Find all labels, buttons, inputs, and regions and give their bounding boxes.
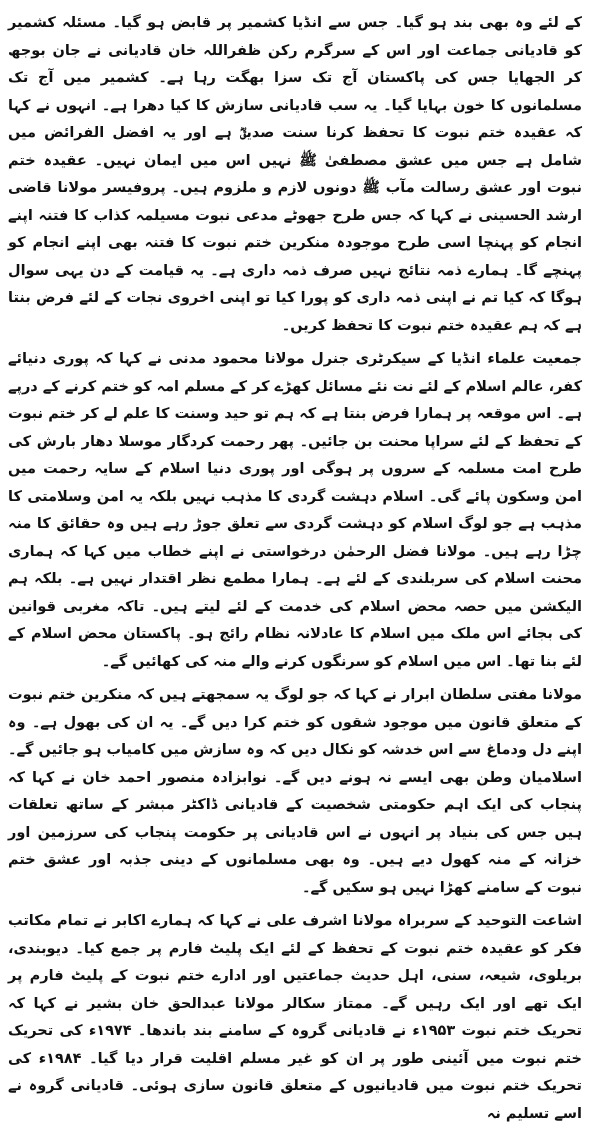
article-paragraph: اشاعت التوحید کے سربراہ مولانا اشرف علی نے کہا کہ ہمارے اکابر نے تمام مکاتب فکر کو عقیدہ ختم نبوت کے تحفظ کے لئے ایک پلیٹ فارم پر جمع کیا۔ دیوبندی، بریلوی، شیعہ، سنی، اہل حدیث جماعتیں اور ادارے ختم نبوت کے پلیٹ فارم پر ایک تھے اور ایک رہیں گے۔ ممتاز سکالر مولانا عبدالحق خان بشیر نے کہا کہ تحریک ختم نبوت ۱۹۵۳ء نے قادیانی گروہ کے سامنے بند باندھا۔ ۱۹۷۴ء کی تحریک ختم نبوت میں آئینی طور پر ان کو غیر مسلم اقلیت قرار دیا گیا۔ ۱۹۸۴ء کی تحریک ختم نبوت میں قادیانیوں کے متعلق قانون سازی ہوئی۔ قادیانی گروہ نے اسے تسلیم نہ — [8, 913, 582, 1122]
article-page — [8, 10, 582, 1122]
article-paragraph: جمعیت علماء انڈیا کے سیکرٹری جنرل مولانا محمود مدنی نے کہا کہ پوری دنیائے کفر، عالم اسلام کے لئے نت نئے مسائل کھڑے کر کے مسلم امہ کو ختم کرنے کے درپے ہے۔ اس موقعہ پر ہمارا فرض بنتا ہے کہ ہم تو حید وسنت کا علم لے کر ختم نبوت کے تحفظ کے لئے سراپا محنت بن جائیں۔ پھر رحمت کردگار موسلا دھار بارش کی طرح امت مسلمہ کے سروں پر ہوگی اور پوری دنیا اسلام کے سایہ رحمت میں امن وسکون پائے گی۔ اسلام دہشت گردی کا مذہب نہیں بلکہ یہ امن وسلامتی کا مذہب ہے جو لوگ اسلام کو دہشت گردی سے تعلق جوڑ رہے ہیں وہ حقائق کا منہ چڑا رہے ہیں۔ مولانا فضل الرحمٰن درخواستی نے اپنے خطاب میں کہا کہ ہماری محنت اسلام کی سربلندی کے لئے ہے۔ ہمارا مطمع نظر اقتدار نہیں ہے۔ بلکہ ہم الیکشن میں حصہ محض اسلام کی خدمت کے لئے لیتے ہیں۔ تاکہ مغربی قوانین کی بجائے اس ملک میں اسلام کا عادلانہ نظام رائج ہو۔ پاکستان محض اسلام کے لئے بنا تھا۔ اس میں اسلام کو سرنگوں کرنے والے منہ کی کھائیں گے۔ — [8, 351, 582, 670]
article-paragraph: مولانا مفتی سلطان ابرار نے کہا کہ جو لوگ یہ سمجھتے ہیں کہ منکرین ختم نبوت کے متعلق قانون میں موجود شقوں کو ختم کرا دیں گے۔ یہ ان کی بھول ہے۔ وہ اپنے دل ودماغ سے اس خدشہ کو نکال دیں کہ وہ سازش میں کامیاب ہو جائیں گے۔ اسلامیان وطن بھی ایسے نہ ہونے دیں گے۔ نوابزادہ منصور احمد خان نے کہا کہ پنجاب کی ایک اہم حکومتی شخصیت کے قادیانی ڈاکٹر مبشر کے ساتھ تعلقات ہیں جس کی بنیاد پر انہوں نے اس قادیانی پر حکومت پنجاب کی سرزمین اور خزانہ کے منہ کھول دیے ہیں۔ وہ بھی مسلمانوں کے دینی جذبہ اور عشق ختم نبوت کے سامنے کھڑا نہیں ہو سکیں گے۔ — [8, 687, 582, 896]
article-paragraph: کے لئے وہ بھی بند ہو گیا۔ جس سے انڈیا کشمیر پر قابض ہو گیا۔ مسئلہ کشمیر کو قادیانی جماعت اور اس کے سرگرم رکن ظفراللہ خان قادیانی نے جان بوجھ کر الجھایا جس کی پاکستان آج تک سزا بھگت رہا ہے۔ کشمیر میں آج تک مسلمانوں کا خون بہایا گیا۔ یہ سب قادیانی سازش کا کیا دھرا ہے۔ انہوں نے کہا کہ عقیدہ ختم نبوت کا تحفظ کرنا سنت صدیقؓ ہے اور یہ افضل الفرائض میں شامل ہے جس میں عشق مصطفیٰ ﷺ نہیں اس میں ایمان نہیں۔ عقیدہ ختم نبوت اور عشق رسالت مآب ﷺ دونوں لازم و ملزوم ہیں۔ پروفیسر مولانا قاضی ارشد الحسینی نے کہا کہ جس طرح جھوٹے مدعی نبوت مسیلمہ کذاب کا فتنہ اپنے انجام کو پہنچا اسی طرح موجودہ منکرین ختم نبوت کا فتنہ بھی اپنے انجام کو پہنچے گا۔ ہمارے ذمہ نتائج نہیں صرف ذمہ داری ہے۔ یہ قیامت کے دن یہی سوال ہوگا کہ کیا تم نے اپنی ذمہ داری کو پورا کیا تو اپنی اخروی نجات کے لئے فرض بنتا ہے کہ ہم عقیدہ ختم نبوت کا تحفظ کریں۔ — [8, 15, 582, 334]
